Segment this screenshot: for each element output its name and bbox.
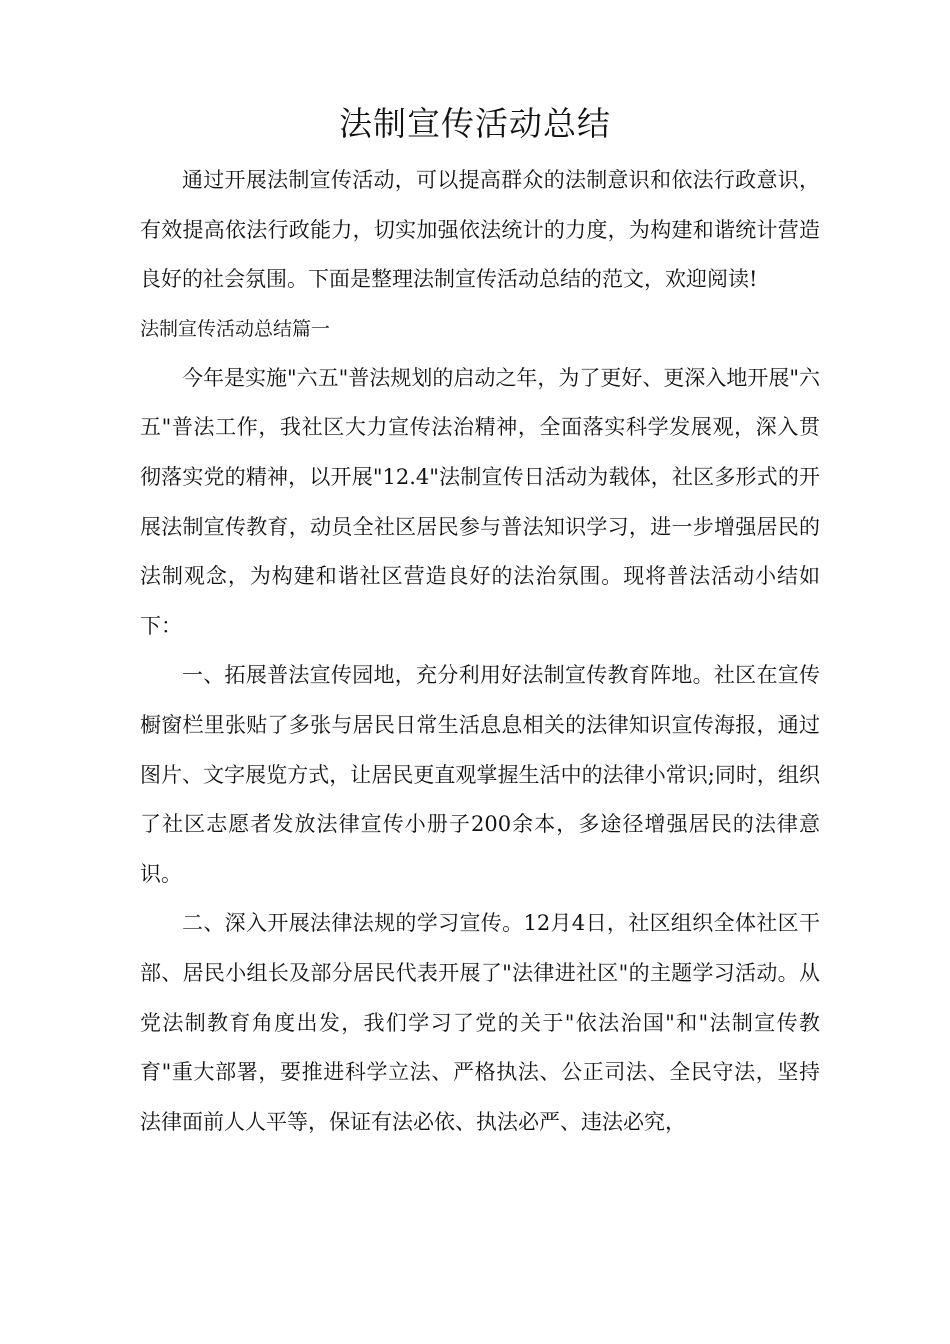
- body-paragraph-2: 一、拓展普法宣传园地，充分利用好法制宣传教育阵地。社区在宣传橱窗栏里张贴了多张与居民日常生活息息相关的法律知识宣传海报，通过图片、文字展览方式，让居民更直观掌握生活中的法律小常识;同时，组织了社区志愿者发放法律宣传小册子200余本，多途径增强居民的法律意识。: [140, 663, 820, 886]
- section-heading: 法制宣传活动总结篇一: [140, 317, 331, 340]
- intro-paragraph: 通过开展法制宣传活动，可以提高群众的法制意识和依法行政意识，有效提高依法行政能力，切实加强依法统计的力度，为构建和谐统计营造良好的社会氛围。下面是整理法制宣传活动总结的范文，欢迎阅读!: [140, 168, 820, 292]
- body-paragraph-1: 今年是实施"六五"普法规划的启动之年，为了更好、更深入地开展"六五"普法工作，我社区大力宣传法治精神，全面落实科学发展观，深入贯彻落实党的精神，以开展"12.4"法制宣传日活动为载体，社区多形式的开展法制宣传教育，动员全社区居民参与普法知识学习，进一步增强居民的法制观念，为构建和谐社区营造良好的法治氛围。现将普法活动小结如下：: [140, 365, 820, 638]
- document-body: [140, 156, 820, 1147]
- document-title: 法制宣传活动总结: [339, 104, 611, 143]
- body-paragraph-3: 二、深入开展法律法规的学习宣传。12月4日，社区组织全体社区干部、居民小组长及部分居民代表开展了"法律进社区"的主题学习活动。从党法制教育角度出发，我们学习了党的关于"依法治国"和"法制宣传教育"重大部署，要推进科学立法、严格执法、公正司法、全民守法，坚持法律面前人人平等，保证有法必依、执法必严、违法必究，: [140, 911, 820, 1134]
